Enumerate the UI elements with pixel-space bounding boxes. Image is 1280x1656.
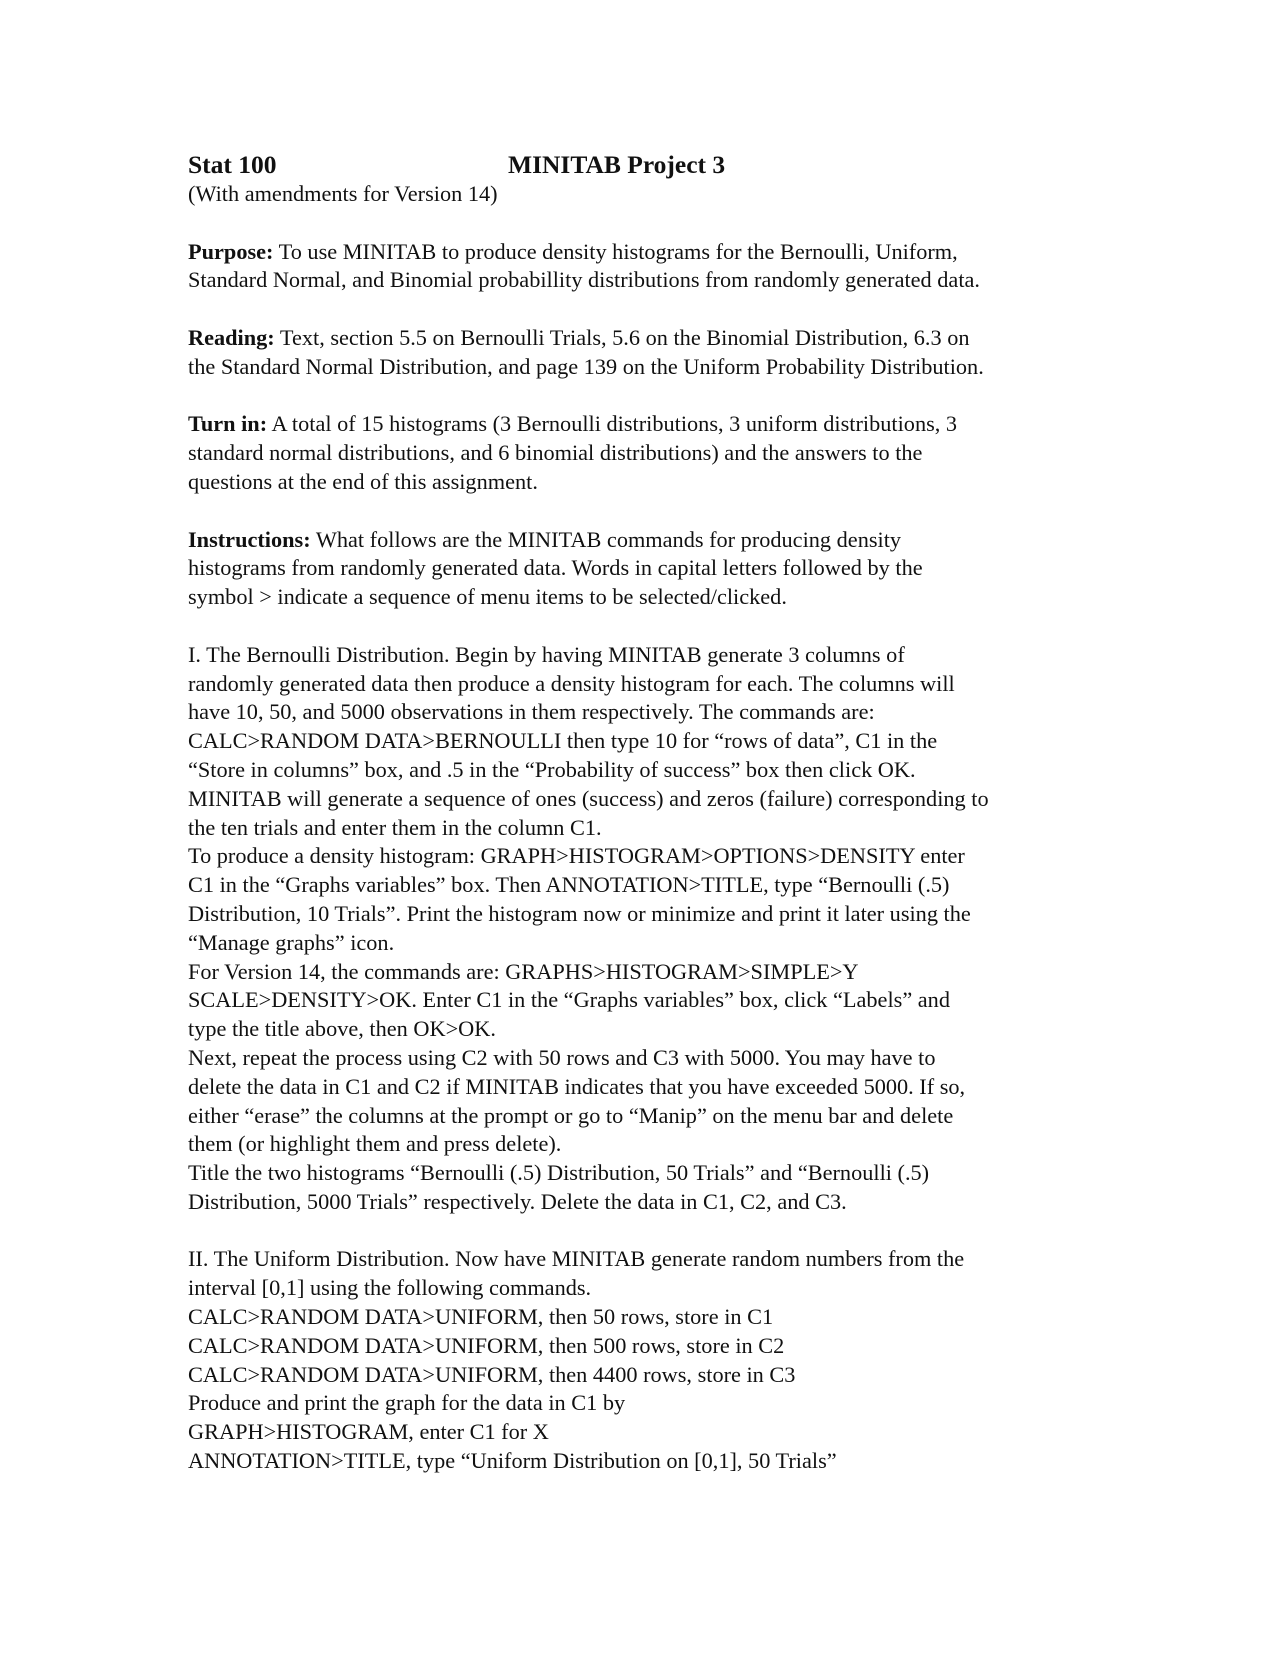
uniform-section bbox=[188, 1245, 1088, 1475]
course-title: Stat 100 bbox=[188, 150, 277, 179]
bernoulli-line: delete the data in C1 and C2 if MINITAB indicates that you have exceeded 5000. If so, bbox=[188, 1073, 966, 1099]
instructions-paragraph bbox=[188, 526, 1088, 612]
turn-in-line: questions at the end of this assignment. bbox=[188, 468, 538, 494]
turn-in-label: Turn in: bbox=[188, 411, 268, 437]
bernoulli-line: them (or highlight them and press delete). bbox=[188, 1131, 562, 1157]
subtitle: (With amendments for Version 14) bbox=[188, 181, 498, 206]
bernoulli-line: To produce a density histogram: GRAPH>HISTOGRAM>OPTIONS>DENSITY enter bbox=[188, 843, 965, 869]
instructions-line: histograms from randomly generated data. Words in capital letters followed by the bbox=[188, 555, 923, 581]
reading-label: Reading: bbox=[188, 324, 275, 350]
reading-paragraph bbox=[188, 324, 1088, 382]
uniform-line: CALC>RANDOM DATA>UNIFORM, then 500 rows, store in C2 bbox=[188, 1332, 785, 1358]
uniform-line: Produce and print the graph for the data in C1 by bbox=[188, 1390, 626, 1416]
bernoulli-line: SCALE>DENSITY>OK. Enter C1 in the “Graphs variables” box, click “Labels” and bbox=[188, 987, 950, 1013]
uniform-line: interval [0,1] using the following commands. bbox=[188, 1275, 592, 1301]
turn-in-paragraph bbox=[188, 410, 1088, 496]
bernoulli-line: “Store in columns” box, and .5 in the “Probability of success” box then click OK. bbox=[188, 756, 916, 782]
instructions-line: What follows are the MINITAB commands for producing density bbox=[310, 526, 902, 552]
uniform-line: CALC>RANDOM DATA>UNIFORM, then 4400 rows, store in C3 bbox=[188, 1361, 796, 1387]
bernoulli-line: For Version 14, the commands are: GRAPHS>HISTOGRAM>SIMPLE>Y bbox=[188, 958, 859, 984]
uniform-line: GRAPH>HISTOGRAM, enter C1 for X bbox=[188, 1419, 549, 1445]
bernoulli-section bbox=[188, 641, 1088, 1217]
bernoulli-line: either “erase” the columns at the prompt or go to “Manip” on the menu bar and delete bbox=[188, 1102, 954, 1128]
bernoulli-line: type the title above, then OK>OK. bbox=[188, 1016, 496, 1042]
uniform-line: ANNOTATION>TITLE, type “Uniform Distribution on [0,1], 50 Trials” bbox=[188, 1448, 837, 1474]
document-page bbox=[188, 150, 1088, 1476]
bernoulli-line: I. The Bernoulli Distribution. Begin by having MINITAB generate 3 columns of bbox=[188, 641, 905, 667]
reading-line: the Standard Normal Distribution, and page 139 on the Uniform Probability Distribution. bbox=[188, 353, 984, 379]
bernoulli-line: C1 in the “Graphs variables” box. Then ANNOTATION>TITLE, type “Bernoulli (.5) bbox=[188, 872, 950, 898]
bernoulli-line: “Manage graphs” icon. bbox=[188, 929, 395, 955]
turn-in-line: standard normal distributions, and 6 binomial distributions) and the answers to the bbox=[188, 440, 923, 466]
bernoulli-line: CALC>RANDOM DATA>BERNOULLI then type 10 for “rows of data”, C1 in the bbox=[188, 728, 938, 754]
bernoulli-line: have 10, 50, and 5000 observations in them respectively. The commands are: bbox=[188, 699, 875, 725]
title-row bbox=[188, 150, 1088, 180]
purpose-line: To use MINITAB to produce density histograms for the Bernoulli, Uniform, bbox=[273, 238, 958, 264]
uniform-line: CALC>RANDOM DATA>UNIFORM, then 50 rows, store in C1 bbox=[188, 1304, 774, 1330]
turn-in-line: A total of 15 histograms (3 Bernoulli distributions, 3 uniform distributions, 3 bbox=[267, 411, 958, 437]
project-title: MINITAB Project 3 bbox=[508, 150, 726, 179]
reading-line: Text, section 5.5 on Bernoulli Trials, 5.6 on the Binomial Distribution, 6.3 on bbox=[274, 324, 970, 350]
bernoulli-line: Next, repeat the process using C2 with 50 rows and C3 with 5000. You may have to bbox=[188, 1044, 936, 1070]
bernoulli-line: Distribution, 5000 Trials” respectively. Delete the data in C1, C2, and C3. bbox=[188, 1188, 847, 1214]
uniform-line: II. The Uniform Distribution. Now have MINITAB generate random numbers from the bbox=[188, 1246, 965, 1272]
bernoulli-line: randomly generated data then produce a density histogram for each. The columns will bbox=[188, 670, 955, 696]
instructions-label: Instructions: bbox=[188, 526, 311, 552]
purpose-paragraph bbox=[188, 238, 1088, 296]
bernoulli-line: Title the two histograms “Bernoulli (.5) Distribution, 50 Trials” and “Bernoulli (.5) bbox=[188, 1160, 930, 1186]
bernoulli-line: MINITAB will generate a sequence of ones (success) and zeros (failure) corresponding to bbox=[188, 785, 989, 811]
purpose-label: Purpose: bbox=[188, 238, 274, 264]
bernoulli-line: Distribution, 10 Trials”. Print the histogram now or minimize and print it later using the bbox=[188, 900, 971, 926]
bernoulli-line: the ten trials and enter them in the column C1. bbox=[188, 814, 602, 840]
instructions-line: symbol > indicate a sequence of menu items to be selected/clicked. bbox=[188, 584, 787, 610]
purpose-line: Standard Normal, and Binomial probabillity distributions from randomly generated data. bbox=[188, 267, 980, 293]
